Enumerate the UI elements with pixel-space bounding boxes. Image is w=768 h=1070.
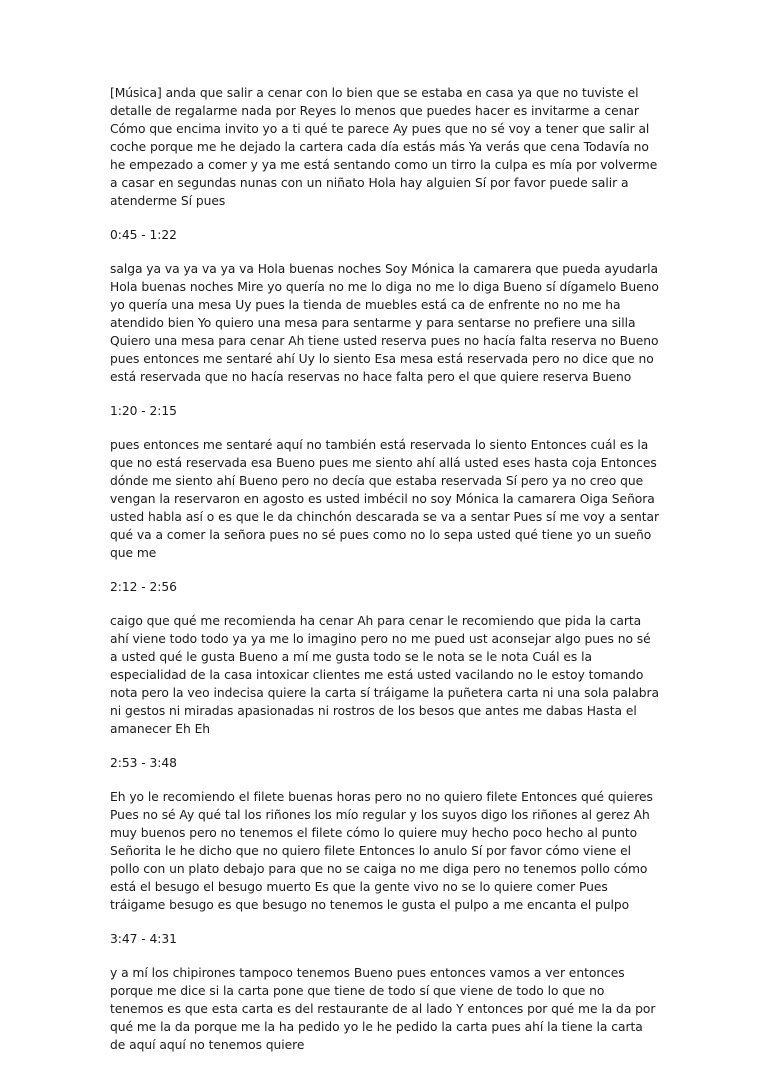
timestamp-range: 2:12 - 2:56 [110,580,177,594]
transcript-paragraph: salga ya va ya va ya va Hola buenas noches Soy Mónica la camarera que pueda ayudarla Hola buenas noches Mire yo quería no me lo diga no me lo diga Bueno sí dígamelo Bueno yo quería una mesa Uy pues la tienda de muebles está ca de enfrente no no me ha atendido bien Yo quiero una mesa para sentarme y para sentarse no prefiere una silla Quiero una mesa para cenar Ah tiene usted reserva pues no hacía falta reserva no Bueno pues entonces me sentaré ahí Uy lo siento Esa mesa está reservada pero no dice que no está reservada que no hacía reservas no hace falta pero el que quiere reserva Bueno [110,262,659,384]
transcript-paragraph: y a mí los chipirones tampoco tenemos Bueno pues entonces vamos a ver entonces porque me dice si la carta pone que tiene de todo sí que viene de todo lo que no tenemos es que esta carta es del restaurante de al lado Y entonces por qué me la da por qué me la da porque me la ha pedido yo le he pedido la carta pues ahí la tiene la carta de aquí aquí no tenemos quiere [110,966,656,1052]
transcript-paragraph: pues entonces me sentaré aquí no también está reservada lo siento Entonces cuál es la que no está reservada esa Bueno pues me siento ahí allá usted eses hasta coja Entonces dónde me siento ahí Bueno pero no decía que estaba reservada Sí pero ya no creo que vengan la reservaron en agosto es usted imbécil no soy Mónica la camarera Oiga Señora usted habla así o es que le da chinchón descarada se va a sentar Pues sí me voy a sentar qué va a comer la señora pues no sé pues como no lo sepa usted qué tiene yo un sueño que me [110,438,659,560]
transcript-body [110,84,660,1070]
transcript-paragraph: caigo que qué me recomienda ha cenar Ah para cenar le recomiendo que pida la carta ahí viene todo todo ya ya me lo imagino pero no me pued ust aconsejar algo pues no sé a usted qué le gusta Bueno a mí me gusta todo se le nota se le nota Cuál es la especialidad de la casa intoxicar clientes me está usted vacilando no le estoy tomando nota pero la veo indecisa quiere la carta sí tráigame la puñetera carta ni una sola palabra ni gestos ni miradas apasionadas ni rostros de los besos que antes me dabas Hasta el amanecer Eh Eh [110,614,659,736]
timestamp-range: 2:53 - 3:48 [110,756,177,770]
timestamp-range: 1:20 - 2:15 [110,404,177,418]
transcript-paragraph: [Música] anda que salir a cenar con lo bien que se estaba en casa ya que no tuviste el detalle de regalarme nada por Reyes lo menos que puedes hacer es invitarme a cenar Cómo que encima invito yo a ti qué te parece Ay pues que no sé voy a tener que salir al coche porque me he dejado la cartera cada día estás más Ya verás que cena Todavía no he empezado a comer y ya me está sentando como un tirro la culpa es mía por volverme a casar en segundas nunas con un niñato Hola hay alguien Sí por favor puede salir a atenderme Sí pues [110,86,658,208]
timestamp-range: 0:45 - 1:22 [110,228,177,242]
transcript-paragraph: Eh yo le recomiendo el filete buenas horas pero no no quiero filete Entonces qué quieres Pues no sé Ay qué tal los riñones los mío regular y los suyos digo los riñones al gerez Ah muy buenos pero no tenemos el filete cómo lo quiere muy hecho poco hecho al punto Señorita le he dicho que no quiero filete Entonces lo anulo Sí por favor cómo viene el pollo con un plato debajo para que no se caiga no me diga pero no tenemos pollo cómo está el besugo el besugo muerto Es que la gente vivo no se lo quiere comer Pues tráigame besugo es que besugo no tenemos le gusta el pulpo a me encanta el pulpo [110,790,653,912]
timestamp-range: 3:47 - 4:31 [110,932,177,946]
